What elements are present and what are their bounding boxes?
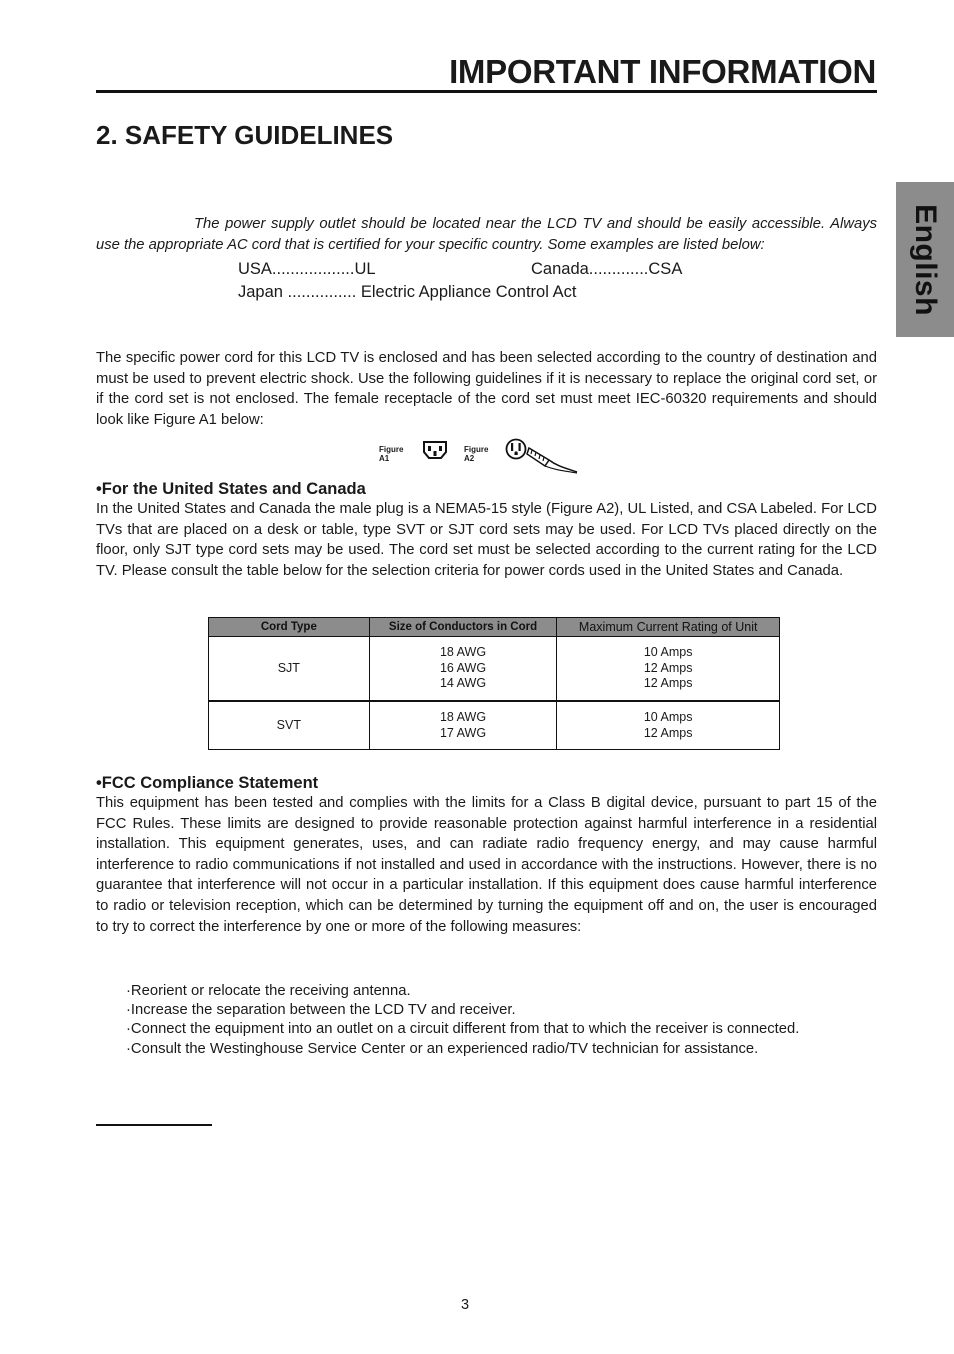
rating-value: 10 Amps bbox=[643, 710, 693, 724]
col-header-conductor-size: Size of Conductors in Cord bbox=[369, 618, 557, 637]
size-value: 18 AWG bbox=[439, 710, 487, 724]
figure-a2-label: Figure A2 bbox=[464, 445, 489, 463]
list-item: ·Increase the separation between the LCD TV and receiver. bbox=[126, 1002, 516, 1019]
cord-table bbox=[208, 617, 780, 750]
cert-canada: Canada.............CSA bbox=[531, 260, 683, 278]
language-tab bbox=[896, 182, 954, 337]
cert-japan: Japan ............... Electric Appliance Control Act bbox=[238, 283, 577, 301]
figure-a1-label: Figure A1 bbox=[379, 445, 404, 463]
language-tab-label: English bbox=[909, 203, 942, 316]
fcc-paragraph: This equipment has been tested and complies with the limits for a Class B digital device, pursuant to part 15 of the FCC Rules. These limits are designed to provide reasonable protection against harmful interference in a residential installation. This equipment generates, uses, and can radiate radio frequency energy, and may cause harmful interference to radio communications if not installed and used in accordance with the instructions. However, there is no guarantee that interference will not occur in a particular installation. If this equipment does cause harmful interference to radio or television reception, which can be determined by turning the equipment off and on, the user is encouraged to try to correct the interference by one or more of the following measures: bbox=[96, 795, 877, 935]
col-header-current-rating: Maximum Current Rating of Unit bbox=[557, 618, 780, 637]
cell-cord-type: SVT bbox=[209, 701, 370, 750]
section-title: 2. SAFETY GUIDELINES bbox=[96, 120, 394, 150]
table-row bbox=[209, 637, 780, 702]
nema-plug-icon bbox=[505, 438, 579, 474]
rating-value: 10 Amps bbox=[643, 645, 693, 660]
fcc-heading: •FCC Compliance Statement bbox=[96, 774, 319, 792]
power-supply-paragraph: The power supply outlet should be located near the LCD TV and should be easily accessible. Always use the appropriate AC cord that is certified for your specific country. Some examples are listed below: bbox=[96, 216, 877, 253]
cord-table-header-row bbox=[209, 618, 780, 637]
size-value: 16 AWG bbox=[439, 660, 487, 675]
cell-conductor-sizes bbox=[369, 701, 557, 750]
us-canada-heading: •For the United States and Canada bbox=[96, 480, 366, 498]
size-value: 18 AWG bbox=[439, 645, 487, 660]
cert-usa: USA..................UL bbox=[238, 260, 376, 278]
page-number: 3 bbox=[460, 1297, 470, 1313]
list-item: ·Connect the equipment into an outlet on a circuit different from that to which the receiver is connected. bbox=[126, 1021, 800, 1038]
fcc-measures-list bbox=[126, 982, 799, 1059]
rating-value: 12 Amps bbox=[643, 676, 693, 691]
list-item: ·Consult the Westinghouse Service Center or an experienced radio/TV technician for assistance. bbox=[126, 1040, 759, 1057]
size-value: 14 AWG bbox=[439, 676, 487, 691]
cell-cord-type: SJT bbox=[209, 637, 370, 702]
size-value: 17 AWG bbox=[439, 725, 487, 740]
page-header-title: IMPORTANT INFORMATION bbox=[449, 53, 876, 90]
rating-value: 12 Amps bbox=[643, 725, 693, 740]
iec-receptacle-icon bbox=[422, 440, 448, 460]
us-canada-paragraph: In the United States and Canada the male plug is a NEMA5-15 style (Figure A2), UL Listed, and CSA Labeled. For LCD TVs that are placed on a desk or table, type SVT or SJT cord sets may be used. For LCD TVs placed directly on the floor, only SJT type cord sets may be used. The cord set must be selected according to the current rating for the LCD TV. Please consult the table below for the selection criteria for power cords used in the United States and Canada. bbox=[96, 501, 877, 579]
power-cord-paragraph: The specific power cord for this LCD TV is enclosed and has been selected according to the country of destination and must be used to prevent electric shock. Use the following guidelines if it is necessary to replace the original cord set, or if the cord set is not enclosed. The female receptacle of the cord set must meet IEC-60320 requirements and should look like Figure A1 below: bbox=[96, 350, 877, 428]
cell-current-ratings bbox=[557, 637, 780, 702]
cell-current-ratings bbox=[557, 701, 780, 750]
table-row bbox=[209, 701, 780, 750]
col-header-cord-type: Cord Type bbox=[209, 618, 370, 637]
footnote-rule bbox=[96, 1124, 212, 1126]
list-item: ·Reorient or relocate the receiving antenna. bbox=[126, 983, 411, 999]
header-rule bbox=[96, 90, 877, 93]
cell-conductor-sizes bbox=[369, 637, 557, 702]
rating-value: 12 Amps bbox=[643, 660, 693, 675]
